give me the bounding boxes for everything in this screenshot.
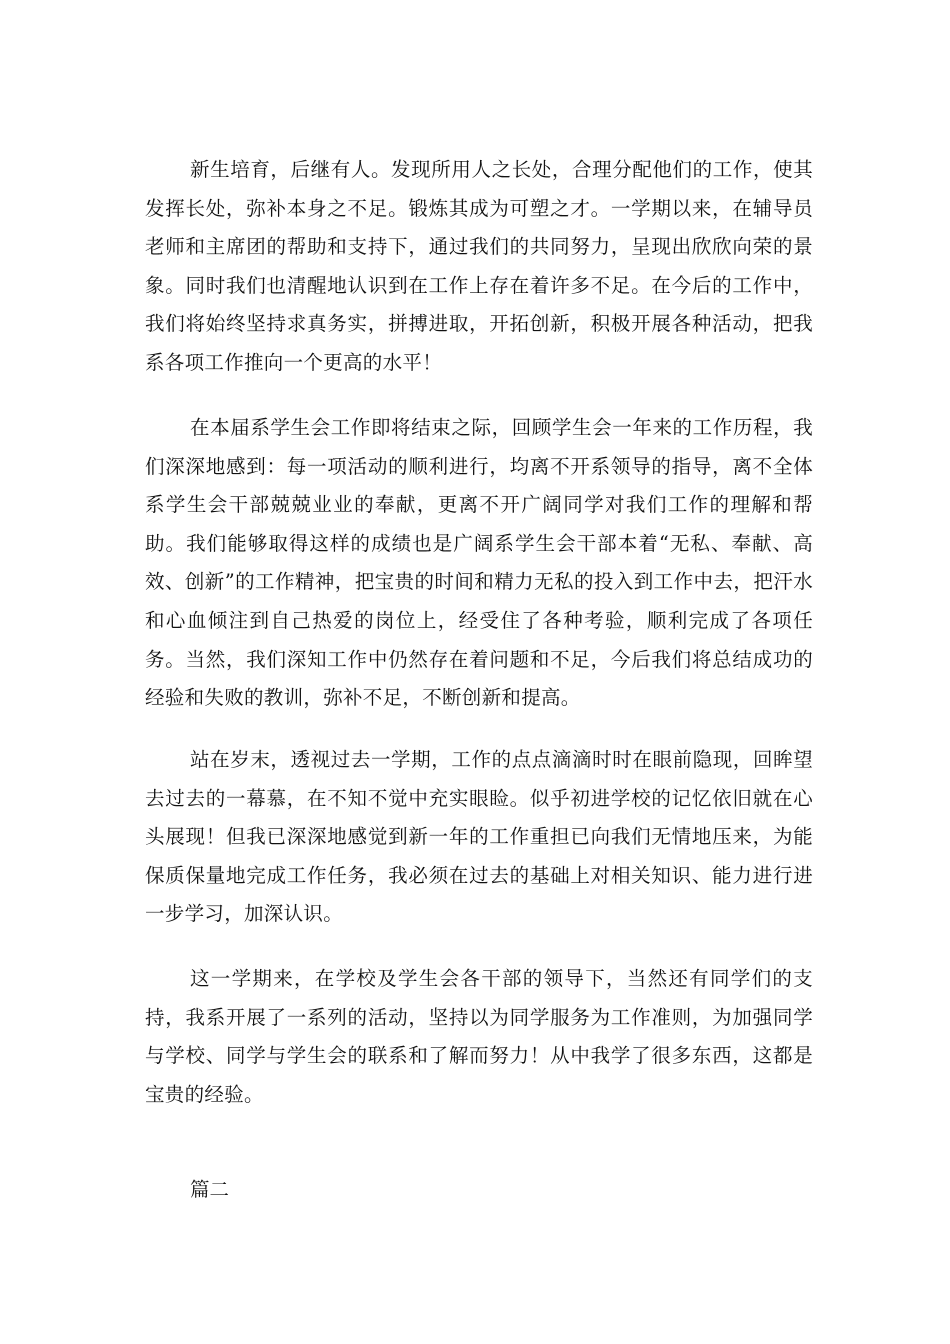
paragraph: 在本届系学生会工作即将结束之际，回顾学生会一年来的工作历程，我们深深地感到：每一项活动的顺利进行，均离不开系领导的指导，离不全体系学生会干部兢兢业业的奉献，更离不开广阔同学对我们工作的理解和帮助。我们能够取得这样的成绩也是广阔系学生会干部本着“无私、奉献、高效、创新”的工作精神，把宝贵的时间和精力无私的投入到工作中去，把汗水和心血倾注到自己热爱的岗位上，经受住了各种考验，顺利完成了各项任务。当然，我们深知工作中仍然存在着问题和不足，今后我们将总结成功的经验和失败的教训，弥补不足，不断创新和提高。 [145, 416, 813, 710]
paragraph: 站在岁末，透视过去一学期，工作的点点滴滴时时在眼前隐现，回眸望去过去的一幕慕，在不知不觉中充实眼睑。似乎初进学校的记忆依旧就在心头展现！但我已深深地感觉到新一年的工作重担已向我们无情地压来，为能保质保量地完成工作任务，我必须在过去的基础上对相关知识、能力进行进一步学习，加深认识。 [145, 748, 813, 926]
section-heading: 篇二 [190, 1178, 230, 1201]
paragraph: 这一学期来，在学校及学生会各干部的领导下，当然还有同学们的支持，我系开展了一系列的活动，坚持以为同学服务为工作准则，为加强同学与学校、同学与学生会的联系和了解而努力！从中我学了很多东西，这都是宝贵的经验。 [145, 967, 813, 1106]
paragraph: 新生培育，后继有人。发现所用人之长处，合理分配他们的工作，使其发挥长处，弥补本身之不足。锻炼其成为可塑之才。一学期以来，在辅导员老师和主席团的帮助和支持下，通过我们的共同努力，呈现出欣欣向荣的景象。同时我们也清醒地认识到在工作上存在着许多不足。在今后的工作中，我们将始终坚持求真务实，拼搏进取，开拓创新，积极开展各种活动，把我系各项工作推向一个更高的水平！ [145, 158, 813, 374]
